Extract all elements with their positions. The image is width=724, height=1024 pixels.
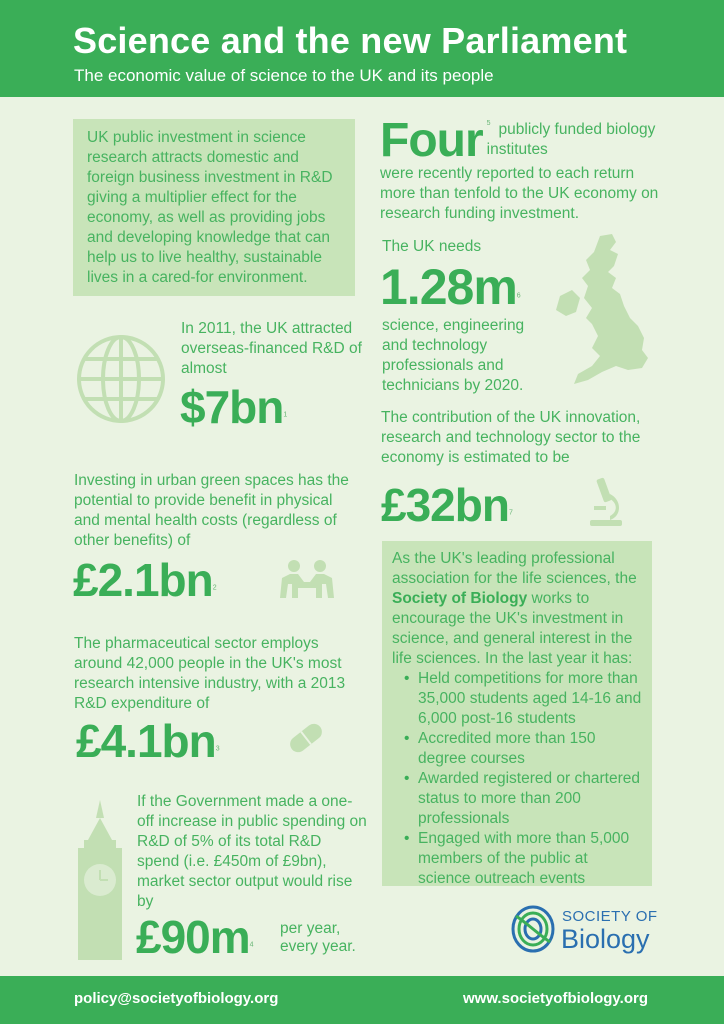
innovation-figure: £32bn	[381, 479, 509, 531]
pharma-figure: £4.1bn	[76, 715, 216, 767]
society-intro	[392, 549, 644, 669]
pharma-ref: 3	[215, 745, 220, 753]
overseas-figure-wrap	[180, 380, 287, 434]
overseas-ref: 1	[283, 411, 288, 419]
innovation-text: The contribution of the UK innovation, research and technology sector to the economy is estimated to be	[381, 409, 641, 466]
header-banner	[0, 0, 724, 97]
green-ref: 2	[212, 584, 217, 592]
uk-needs-lead: The UK needs	[382, 238, 482, 255]
logo-line2: Biology	[561, 924, 650, 954]
logo-line1: SOCIETY OF	[562, 908, 658, 925]
four-section	[380, 114, 670, 224]
uk-needs-figure-wrap	[380, 258, 521, 316]
footer-email-link[interactable]: policy@societyofbiology.org	[74, 990, 279, 1007]
pill-icon	[286, 720, 326, 756]
green-figure: £2.1bn	[73, 554, 213, 606]
footer-banner	[0, 976, 724, 1024]
innovation-ref: 7	[508, 509, 513, 517]
innovation-figure-wrap	[381, 478, 513, 532]
uk-needs-figure: 1.28m	[380, 259, 517, 315]
intro-text: UK public investment in science research attracts domestic and foreign business investment in R&D giving a multiplier effect for the economy, as well as providing jobs and developing knowledge that can help us to live healthy, sustainable lives in a cared-for environment.	[87, 129, 333, 286]
intro-box	[73, 119, 355, 296]
four-text-b: were recently reported to each return more than tenfold to the UK economy on research funding investment.	[380, 165, 659, 222]
society-org-name: Society of Biology	[392, 590, 528, 607]
big-ben-icon	[74, 800, 126, 960]
government-text: If the Government made a one-off increase in public spending on R&D of 5% of its total R&D spend (i.e. £450m of £9bn), market sector output would rise by	[137, 793, 367, 910]
society-intro-b: works to encourage the UK's investment in science, and general interest in the life sciences. In the last year it has:	[392, 590, 633, 667]
overseas-figure: $7bn	[180, 381, 284, 433]
globe-icon	[75, 333, 167, 425]
logo-icon	[508, 902, 558, 956]
four-figure: Four	[380, 114, 483, 167]
government-suffix	[280, 920, 356, 956]
uk-needs-text: science, engineering and technology professionals and technicians by 2020.	[382, 317, 525, 394]
society-box	[382, 541, 652, 886]
four-ref: 5	[486, 120, 491, 127]
pharma-text: The pharmaceutical sector employs around 42,000 people in the UK's most research intensive industry, with a 2013 R&D expenditure of	[74, 635, 346, 712]
list-item: • Engaged with more than 5,000 members of the public at science outreach events	[392, 829, 644, 889]
people-icon	[276, 558, 338, 600]
society-intro-a: As the UK's leading professional association for the life sciences, the	[392, 550, 637, 587]
overseas-text: In 2011, the UK attracted overseas-financed R&D of almost	[181, 320, 362, 377]
four-text-a: publicly funded biology institutes	[486, 121, 656, 158]
microscope-icon	[586, 476, 626, 528]
green-text: Investing in urban green spaces has the potential to provide benefit in physical and mental health costs (regardless of other benefits) of	[74, 472, 349, 549]
society-bullets	[392, 669, 644, 889]
uk-needs-ref: 6	[516, 292, 521, 300]
list-item: • Awarded registered or chartered status to more than 200 professionals	[392, 769, 644, 829]
government-figure: £90m	[136, 911, 250, 963]
list-item: • Accredited more than 150 degree courses	[392, 729, 644, 769]
society-logo	[508, 900, 658, 964]
footer-website-link[interactable]: www.societyofbiology.org	[462, 990, 648, 1007]
government-ref: 4	[249, 941, 254, 949]
uk-map-icon	[552, 232, 652, 387]
page-subtitle: The economic value of science to the UK and its people	[74, 66, 494, 85]
list-item: • Held competitions for more than 35,000 students aged 14-16 and 6,000 post-16 students	[392, 669, 644, 729]
green-figure-wrap	[73, 553, 217, 607]
pharma-figure-wrap	[76, 714, 220, 768]
government-suffix-1: per year,	[280, 920, 341, 937]
page-title: Science and the new Parliament	[73, 20, 628, 61]
government-suffix-2: every year.	[280, 938, 356, 955]
government-figure-wrap	[136, 910, 254, 964]
